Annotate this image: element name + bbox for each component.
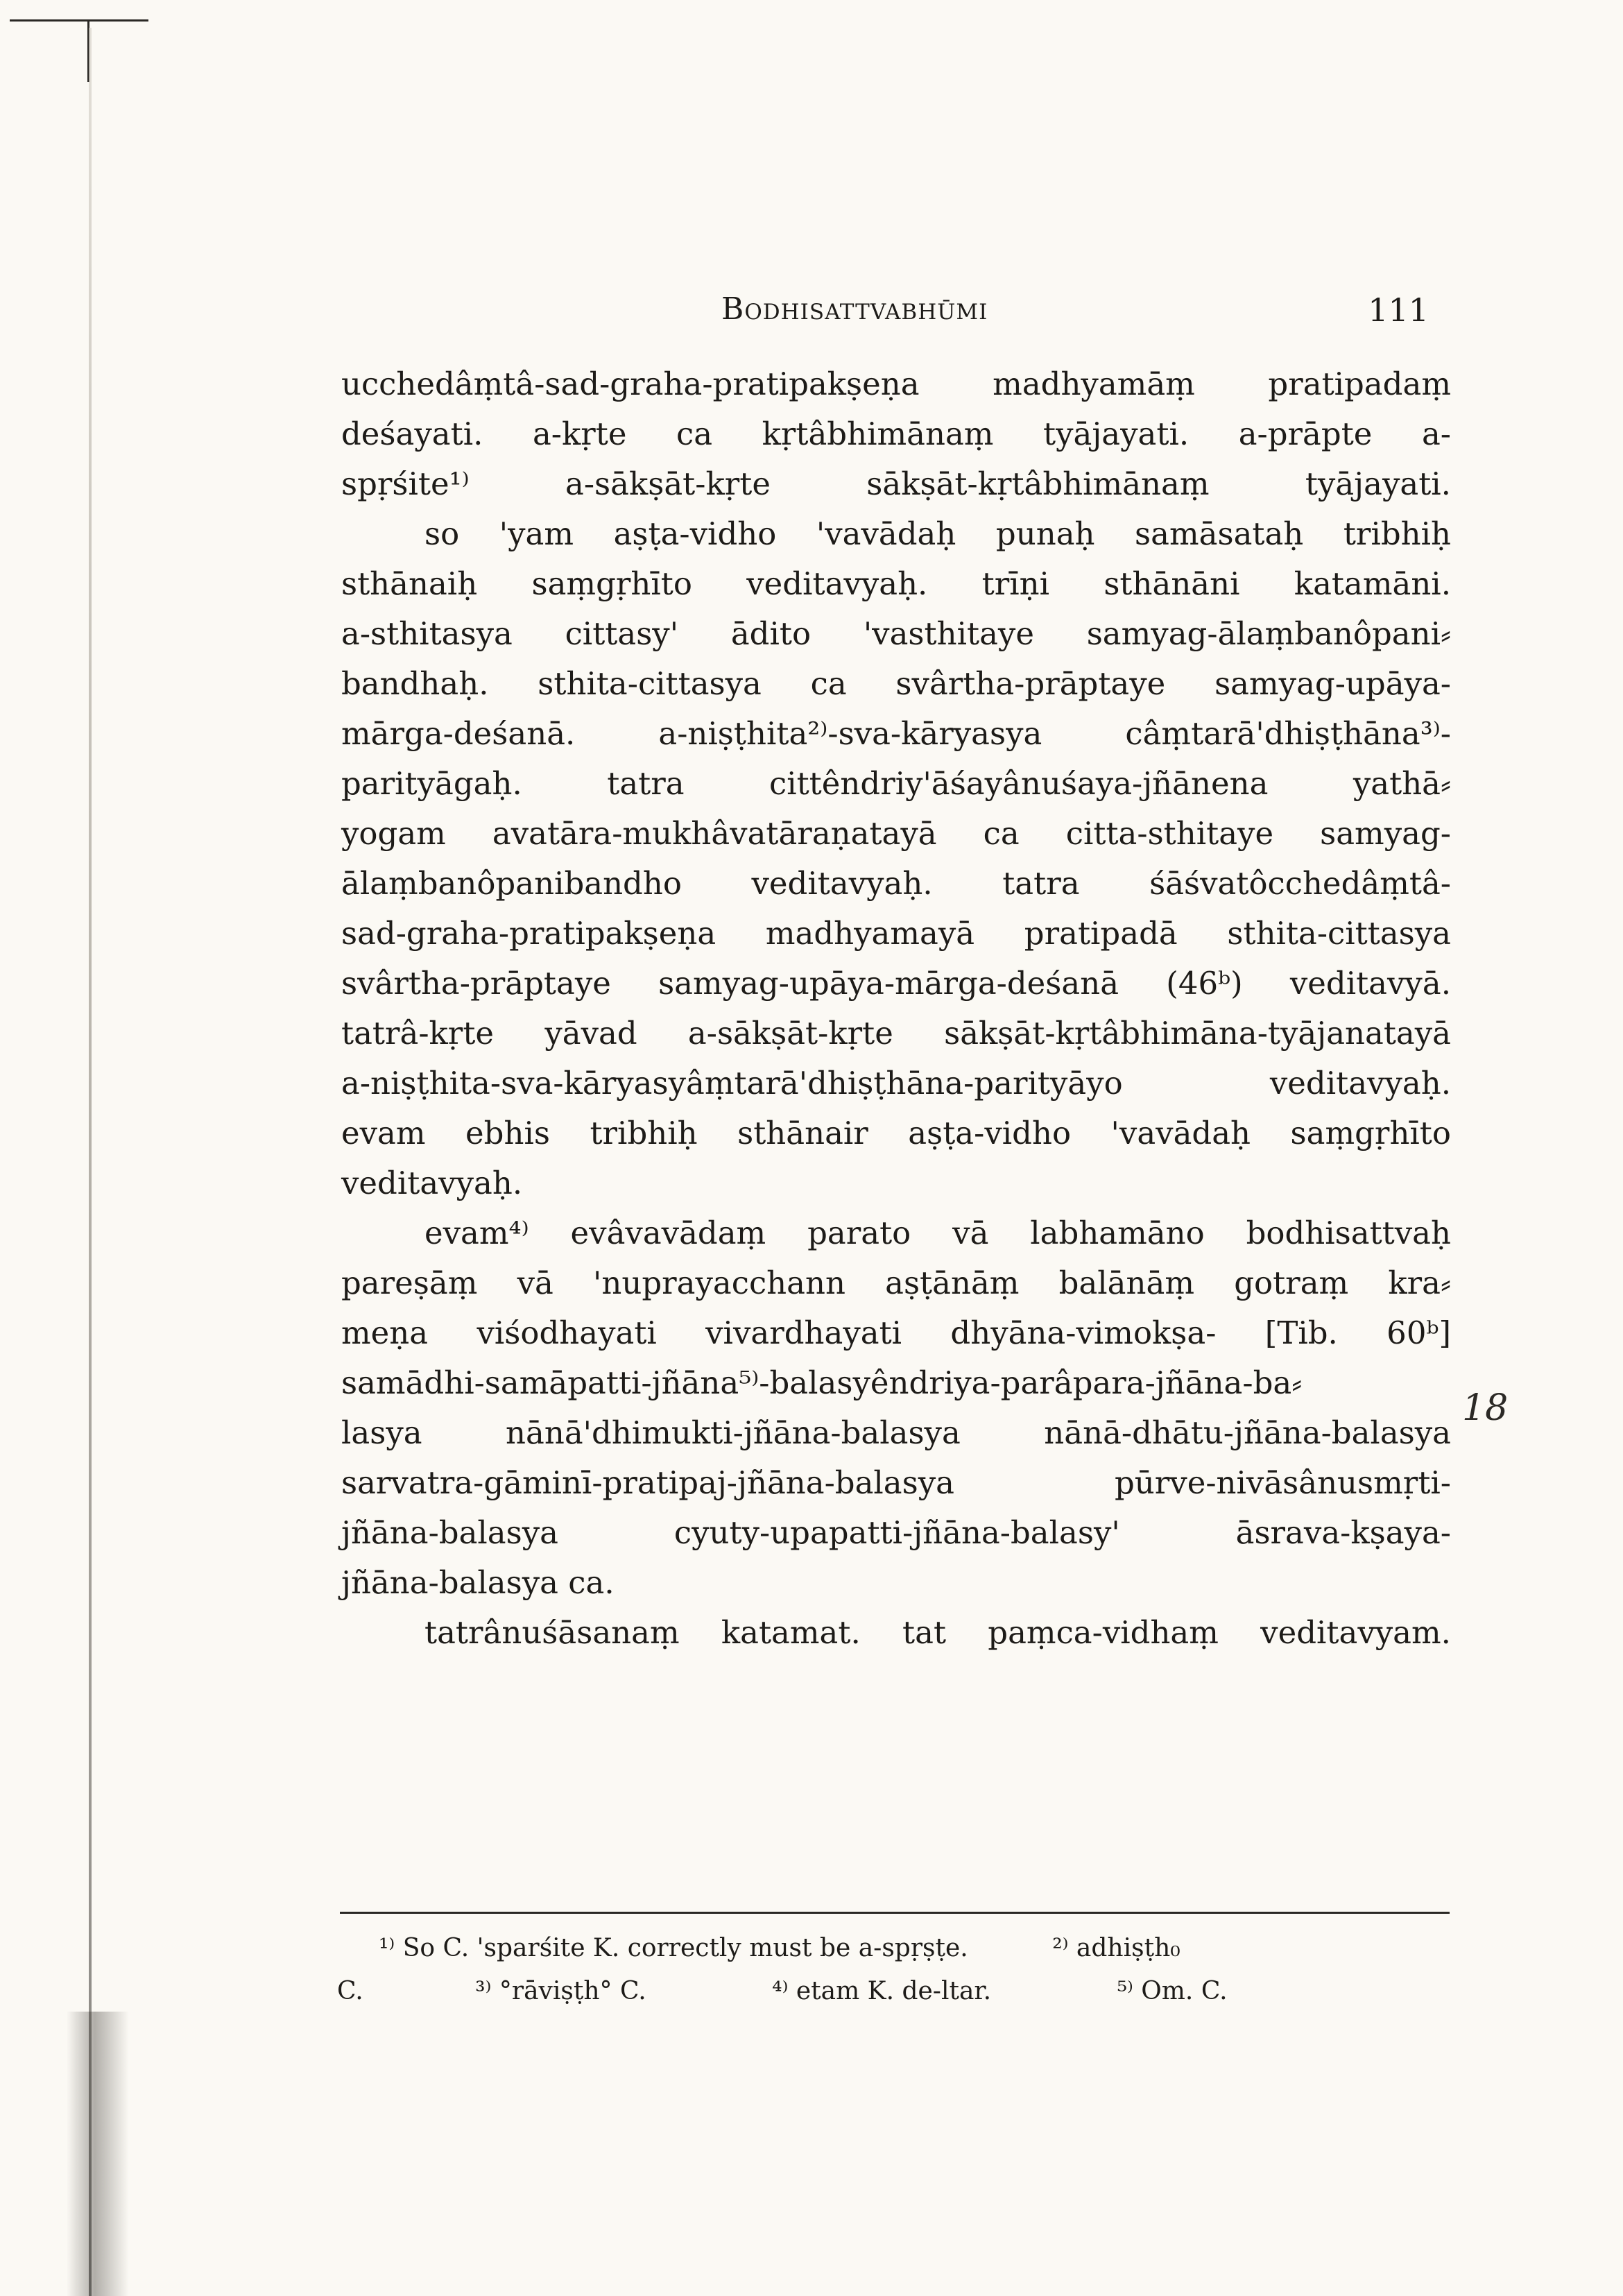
footnote-1: ¹⁾ So C. 'sparśite K. correctly must be a-spṛṣṭe. [379, 1934, 968, 1962]
text-line: tatrâ-kṛte yāvad a-sākṣāt-kṛte sākṣāt-kṛtâbhimāna-tyājanatayā [341, 1015, 1451, 1052]
text-line: meṇa viśodhayati vivardhayati dhyāna-vimokṣa- [Tib. 60ᵇ] [341, 1314, 1451, 1351]
text-line: parityāgaḥ. tatra cittêndriy'āśayânuśaya-jñānena yathā⸗ [341, 765, 1451, 802]
text-line: sarvatra-gāminī-pratipaj-jñāna-balasya pūrve-nivāsânusmṛti- [341, 1464, 1451, 1501]
footnote-4: ⁴⁾ etam K. de-ltar. [772, 1977, 992, 2005]
text-line: sad-graha-pratipakṣeṇa madhyamayā pratipadā sthita-cittasya [341, 915, 1451, 952]
footnote-rule [340, 1912, 1450, 1914]
footnote-5: ⁵⁾ Om. C. [1117, 1977, 1228, 2005]
margin-annotation: 18 [1462, 1387, 1509, 1429]
text-line: yogam avatāra-mukhâvatāraṇatayā ca citta-sthitaye samyag- [341, 815, 1451, 852]
text-line: a-sthitasya cittasy' ādito 'vasthitaye samyag-ālaṃbanôpani⸗ [341, 615, 1451, 652]
text-line: lasya nānā'dhimukti-jñāna-balasya nānā-dhātu-jñāna-balasya [341, 1414, 1451, 1451]
corner-crop-mark [10, 19, 148, 22]
text-line: evam⁴⁾ evâvavādaṃ parato vā labhamāno bodhisattvaḥ [424, 1215, 1451, 1251]
binding-gutter-shadow [67, 2012, 129, 2296]
text-line: veditavyaḥ. [341, 1165, 523, 1201]
text-line: jñāna-balasya cyuty-upapatti-jñāna-balasy' āsrava-kṣaya- [341, 1514, 1451, 1551]
footnote-3: ³⁾ °rāviṣṭh° C. [475, 1977, 646, 2005]
text-line: svârtha-prāptaye samyag-upāya-mārga-deśanā (46ᵇ) veditavyā. [341, 965, 1451, 1002]
text-line: mārga-deśanā. a-niṣṭhita²⁾-sva-kāryasya câṃtarā'dhiṣṭhāna³⁾- [341, 715, 1451, 752]
text-line: a-niṣṭhita-sva-kāryasyâṃtarā'dhiṣṭhāna-parityāyo veditavyaḥ. [341, 1065, 1451, 1102]
text-line: samādhi-samāpatti-jñāna⁵⁾-balasyêndriya-parâpara-jñāna-ba⸗ [341, 1364, 1303, 1401]
page-header [721, 291, 1450, 333]
text-line: bandhaḥ. sthita-cittasya ca svârtha-prāptaye samyag-upāya- [341, 665, 1451, 702]
text-line: ucchedâṃtâ-sad-graha-pratipakṣeṇa madhyamāṃ pratipadaṃ [341, 366, 1451, 402]
footnote-line [337, 1927, 1454, 1970]
text-line: tatrânuśāsanaṃ katamat. tat paṃca-vidhaṃ veditavyam. [424, 1614, 1451, 1651]
text-line: so 'yam aṣṭa-vidho 'vavādaḥ punaḥ samāsataḥ tribhiḥ [424, 515, 1451, 552]
footnote-line [337, 1970, 1454, 2013]
text-line: sthānaiḥ saṃgṛhīto veditavyaḥ. trīṇi sthānāni katamāni. [341, 565, 1451, 602]
text-line: ālaṃbanôpanibandho veditavyaḥ. tatra śāśvatôcchedâṃtâ- [341, 865, 1451, 902]
text-line: deśayati. a-kṛte ca kṛtâbhimānaṃ tyājayati. a-prāpte a- [341, 415, 1451, 452]
text-line: spṛśite¹⁾ a-sākṣāt-kṛte sākṣāt-kṛtâbhimānaṃ tyājayati. [341, 465, 1451, 502]
text-line: pareṣāṃ vā 'nuprayacchann aṣṭānāṃ balānāṃ gotraṃ kra⸗ [341, 1265, 1451, 1301]
text-line: jñāna-balasya ca. [341, 1564, 615, 1601]
running-title: Bodhisattvabhūmi [721, 291, 988, 327]
page-number: 111 [1368, 291, 1429, 329]
footnotes [337, 1927, 1454, 2013]
footnote-2: ²⁾ adhiṣṭh₀ [1052, 1934, 1180, 1962]
binding-gutter-line [89, 28, 92, 2296]
text-line: evam ebhis tribhiḥ sthānair aṣṭa-vidho 'vavādaḥ saṃgṛhīto [341, 1115, 1451, 1151]
footnote-2-continued: C. [337, 1977, 363, 2005]
body-text [341, 359, 1451, 1658]
